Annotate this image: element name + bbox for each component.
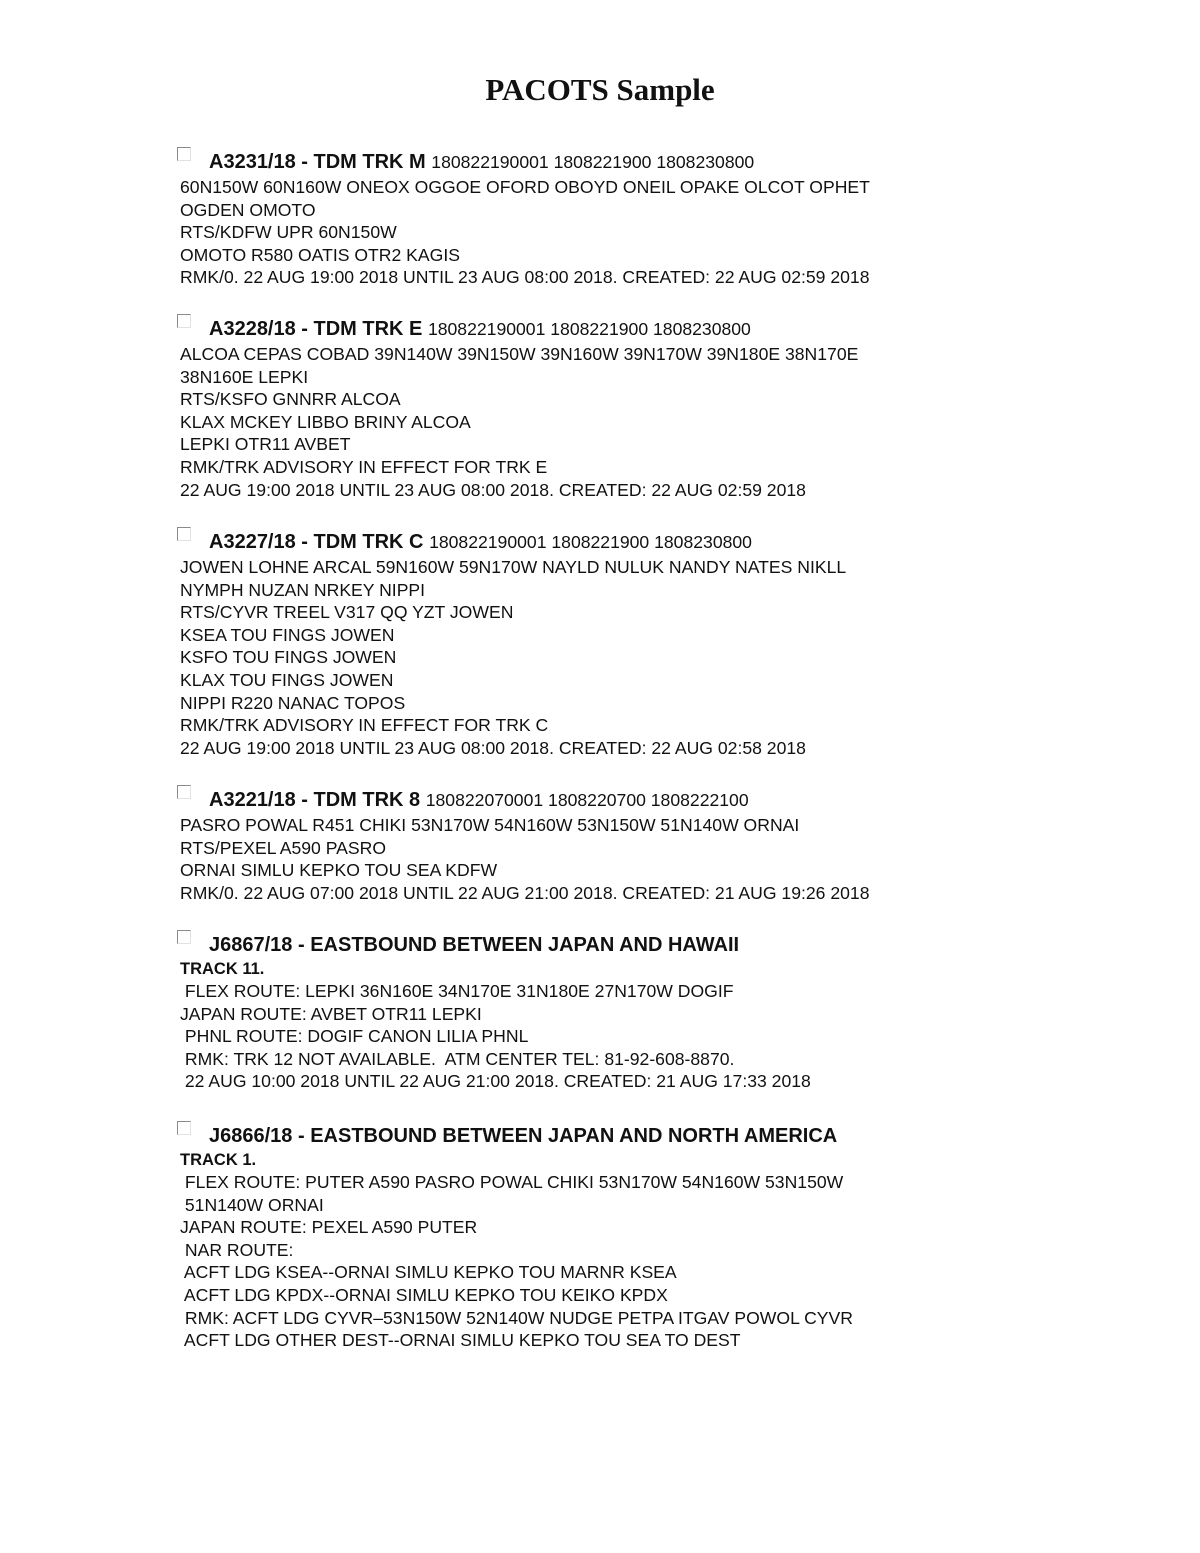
notice-id-title: A3221/18 - TDM TRK 8 (209, 789, 421, 811)
notice-line: PASRO POWAL R451 CHIKI 53N170W 54N160W 53N150W 51N140W ORNAI (180, 815, 800, 835)
notice-line: RMK/0. 22 AUG 07:00 2018 UNTIL 22 AUG 21:00 2018. CREATED: 21 AUG 19:26 2018 (180, 882, 870, 903)
notice-line: OGDEN OMOTO (180, 199, 316, 220)
notice-line: 22 AUG 10:00 2018 UNTIL 22 AUG 21:00 2018. CREATED: 21 AUG 17:33 2018 (180, 1071, 811, 1092)
notice-times: 180822190001 1808221900 1808230800 (431, 152, 755, 172)
select-checkbox[interactable] (177, 527, 191, 541)
select-checkbox[interactable] (177, 147, 191, 161)
track-label: TRACK 1. (180, 1151, 257, 1169)
notice-line: JOWEN LOHNE ARCAL 59N160W 59N170W NAYLD NULUK NANDY NATES NIKLL (180, 557, 847, 577)
notice-line: RMK: ACFT LDG CYVR–53N150W 52N140W NUDGE PETPA ITGAV POWOL CYVR (180, 1307, 853, 1328)
notice-line: ACFT LDG OTHER DEST--ORNAI SIMLU KEPKO TOU SEA TO DEST (180, 1330, 741, 1351)
notice-line: RTS/KSFO GNNRR ALCOA (180, 389, 401, 410)
page-title: PACOTS Sample (485, 72, 715, 107)
notice-line: RMK/TRK ADVISORY IN EFFECT FOR TRK C (180, 715, 549, 736)
notice-line: 22 AUG 19:00 2018 UNTIL 23 AUG 08:00 2018. CREATED: 22 AUG 02:59 2018 (180, 479, 806, 500)
notice-line: RTS/PEXEL A590 PASRO (180, 837, 387, 858)
notice-times: 180822190001 1808221900 1808230800 (427, 319, 751, 339)
notice-line: JAPAN ROUTE: PEXEL A590 PUTER (180, 1217, 478, 1238)
notice-line: 38N160E LEPKI (180, 366, 309, 387)
notice-header (180, 531, 980, 556)
notice-line: PHNL ROUTE: DOGIF CANON LILIA PHNL (180, 1026, 529, 1047)
notice-j6866 (180, 1125, 980, 1352)
notice-line: LEPKI OTR11 AVBET (180, 434, 351, 455)
notice-header (180, 1125, 980, 1150)
notice-line: 51N140W ORNAI (180, 1194, 324, 1215)
notice-line: NYMPH NUZAN NRKEY NIPPI (180, 579, 426, 600)
notice-line: 60N150W 60N160W ONEOX OGGOE OFORD OBOYD ONEIL OPAKE OLCOT OPHET (180, 177, 870, 197)
notice-line: ALCOA CEPAS COBAD 39N140W 39N150W 39N160W 39N170W 39N180E 38N170E (180, 344, 859, 364)
notice-id-title: A3231/18 - TDM TRK M (209, 151, 426, 173)
notice-times: 180822070001 1808220700 1808222100 (425, 790, 749, 810)
notice-line: FLEX ROUTE: PUTER A590 PASRO POWAL CHIKI 53N170W 54N160W 53N150W (180, 1172, 844, 1192)
notice-times: 180822190001 1808221900 1808230800 (429, 532, 752, 552)
notice-heading (209, 317, 751, 342)
notice-line: KSEA TOU FINGS JOWEN (180, 624, 395, 645)
notice-id-title: A3228/18 - TDM TRK E (209, 318, 423, 340)
track-label: TRACK 11. (180, 960, 265, 978)
notice-header (180, 318, 980, 343)
notice-heading (209, 530, 752, 555)
notice-line: 22 AUG 19:00 2018 UNTIL 23 AUG 08:00 2018. CREATED: 22 AUG 02:58 2018 (180, 737, 806, 758)
notice-line: NAR ROUTE: (180, 1239, 294, 1260)
notice-line: NIPPI R220 NANAC TOPOS (180, 692, 406, 713)
notice-a3221 (180, 789, 980, 904)
select-checkbox[interactable] (177, 785, 191, 799)
notice-line: RMK: TRK 12 NOT AVAILABLE. ATM CENTER TEL: 81-92-608-8870. (180, 1048, 735, 1069)
notice-a3228 (180, 318, 980, 501)
notice-header (180, 934, 980, 959)
notice-line: FLEX ROUTE: LEPKI 36N160E 34N170E 31N180E 27N170W DOGIF (180, 981, 734, 1001)
notice-a3227 (180, 531, 980, 759)
notice-line: KLAX TOU FINGS JOWEN (180, 669, 394, 690)
notice-id-title: J6866/18 - EASTBOUND BETWEEN JAPAN AND NORTH AMERICA (209, 1125, 838, 1147)
notice-j6867 (180, 934, 980, 1093)
notice-line: ACFT LDG KPDX--ORNAI SIMLU KEPKO TOU KEIKO KPDX (180, 1284, 668, 1305)
notice-line: RMK/0. 22 AUG 19:00 2018 UNTIL 23 AUG 08:00 2018. CREATED: 22 AUG 02:59 2018 (180, 267, 870, 288)
select-checkbox[interactable] (177, 1121, 191, 1135)
notice-header (180, 151, 980, 176)
notice-a3231 (180, 151, 980, 289)
notice-line: RTS/KDFW UPR 60N150W (180, 222, 397, 243)
notice-line: OMOTO R580 OATIS OTR2 KAGIS (180, 244, 460, 265)
notice-line: KSFO TOU FINGS JOWEN (180, 647, 397, 668)
notice-heading (209, 150, 754, 175)
notice-header (180, 789, 980, 814)
notice-line: ACFT LDG KSEA--ORNAI SIMLU KEPKO TOU MARNR KSEA (180, 1262, 677, 1283)
notice-id-title: A3227/18 - TDM TRK C (209, 531, 424, 553)
select-checkbox[interactable] (177, 314, 191, 328)
notice-line: KLAX MCKEY LIBBO BRINY ALCOA (180, 411, 471, 432)
notice-id-title: J6867/18 - EASTBOUND BETWEEN JAPAN AND HAWAII (209, 934, 740, 956)
notice-line: ORNAI SIMLU KEPKO TOU SEA KDFW (180, 860, 498, 881)
notice-line: RMK/TRK ADVISORY IN EFFECT FOR TRK E (180, 456, 548, 477)
notice-heading (209, 788, 749, 813)
select-checkbox[interactable] (177, 930, 191, 944)
notice-line: RTS/CYVR TREEL V317 QQ YZT JOWEN (180, 602, 514, 623)
notice-line: JAPAN ROUTE: AVBET OTR11 LEPKI (180, 1003, 482, 1024)
